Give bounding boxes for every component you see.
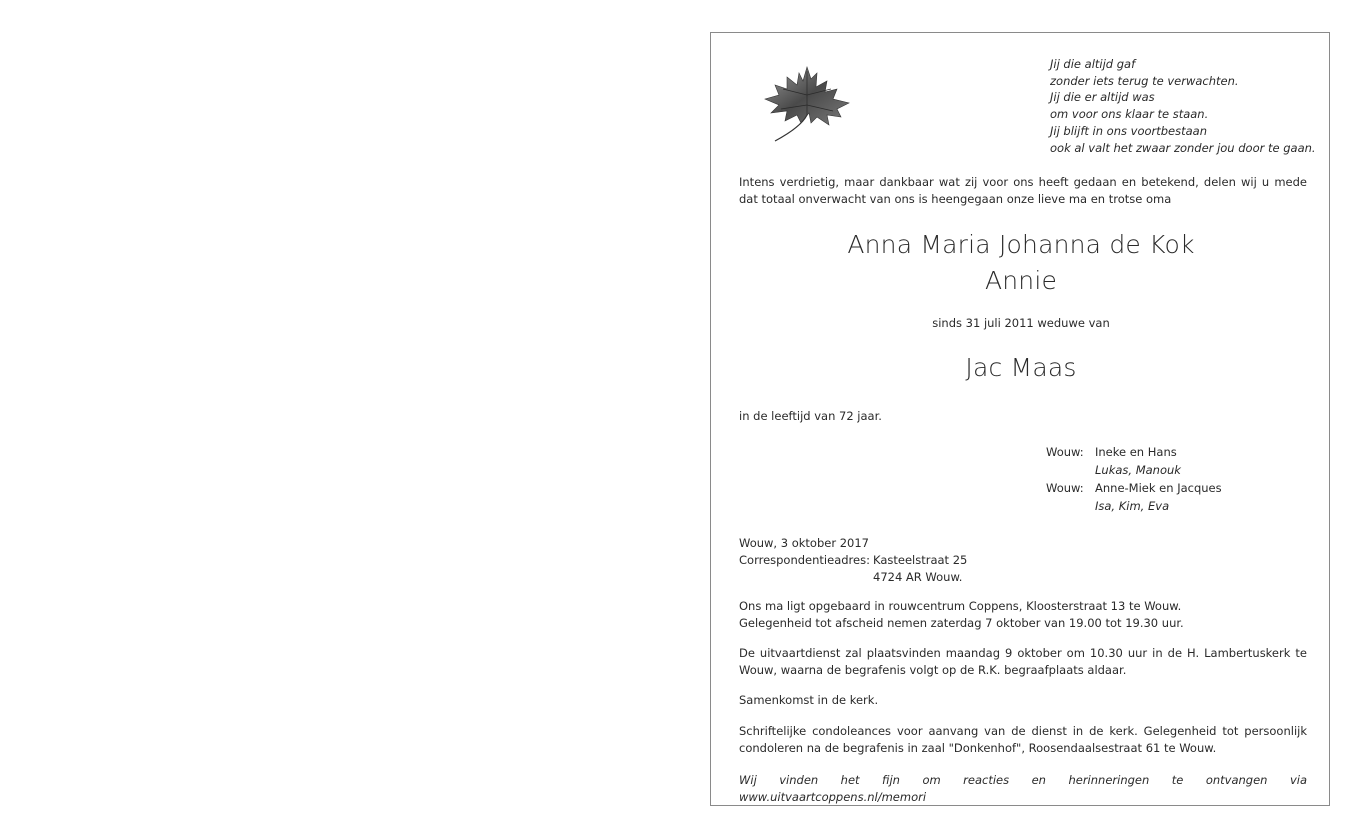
poem-line: Jij die altijd gaf (1050, 57, 1136, 71)
address-street: Kasteelstraat 25 (873, 553, 968, 567)
poem-line: Jij die er altijd was (1050, 90, 1155, 105)
laid-out-text: Ons ma ligt opgebaard in rouwcentrum Coppens, Kloosterstraat 13 te Wouw. (739, 599, 1182, 613)
poem (1050, 56, 1320, 156)
intro-text: Intens verdrietig, maar dankbaar wat zij voor ons heeft gedaan en betekend, delen wij u mede dat totaal onverwacht van ons is heengegaan onze lieve ma en trotse oma (739, 175, 1307, 206)
widow-line: sinds 31 juli 2011 weduwe van (932, 316, 1110, 330)
obituary-card (710, 32, 1330, 806)
viewing-info (739, 598, 1307, 632)
family-place: Wouw: (1046, 481, 1084, 495)
correspondence-address (873, 552, 967, 586)
family-names: Ineke en Hans (1095, 445, 1177, 459)
farewell-text: Gelegenheid tot afscheid nemen zaterdag 7 oktober van 19.00 tot 19.30 uur. (739, 616, 1184, 630)
family-place: Wouw: (1046, 445, 1084, 459)
maple-leaf-icon (761, 65, 853, 143)
deceased-full-name: Anna Maria Johanna de Kok (847, 230, 1195, 259)
service-text: De uitvaartdienst zal plaatsvinden maandag 9 oktober om 10.30 uur in de H. Lambertuskerk te Wouw, waarna de begrafenis volgt op de R.K. begraafplaats aldaar. (739, 646, 1307, 677)
address-city: 4724 AR Wouw. (873, 570, 963, 584)
correspondence-label: Correspondentieadres: (739, 553, 870, 567)
poem-line: Jij blijft in ons voortbestaan (1050, 123, 1208, 138)
deceased-nickname: Annie (984, 266, 1058, 295)
husband-name: Jac Maas (965, 353, 1077, 382)
condolences-text: Schriftelijke condoleances voor aanvang van de dienst in de kerk. Gelegenheid tot persoonlijk condoleren na de begrafenis in zaal "Donkenhof", Roosendaalsestraat 61 te Wouw. (739, 724, 1307, 755)
place-date: Wouw, 3 oktober 2017 (739, 536, 869, 550)
gathering-text: Samenkomst in de kerk. (739, 693, 879, 707)
poem-line: ook al valt het zwaar zonder jou door te gaan. (1050, 140, 1316, 155)
memori-text: Wij vinden het fijn om reacties en herinneringen te ontvangen via www.uitvaartcoppens.nl/memori (739, 773, 1307, 804)
family-grandchildren: Isa, Kim, Eva (1095, 499, 1170, 513)
poem-line: om voor ons klaar te staan. (1050, 107, 1209, 122)
family-grandchildren: Lukas, Manouk (1095, 463, 1181, 477)
poem-line: zonder iets terug te verwachten. (1050, 73, 1239, 88)
age-line: in de leeftijd van 72 jaar. (739, 409, 882, 423)
family-names: Anne-Miek en Jacques (1095, 481, 1222, 495)
